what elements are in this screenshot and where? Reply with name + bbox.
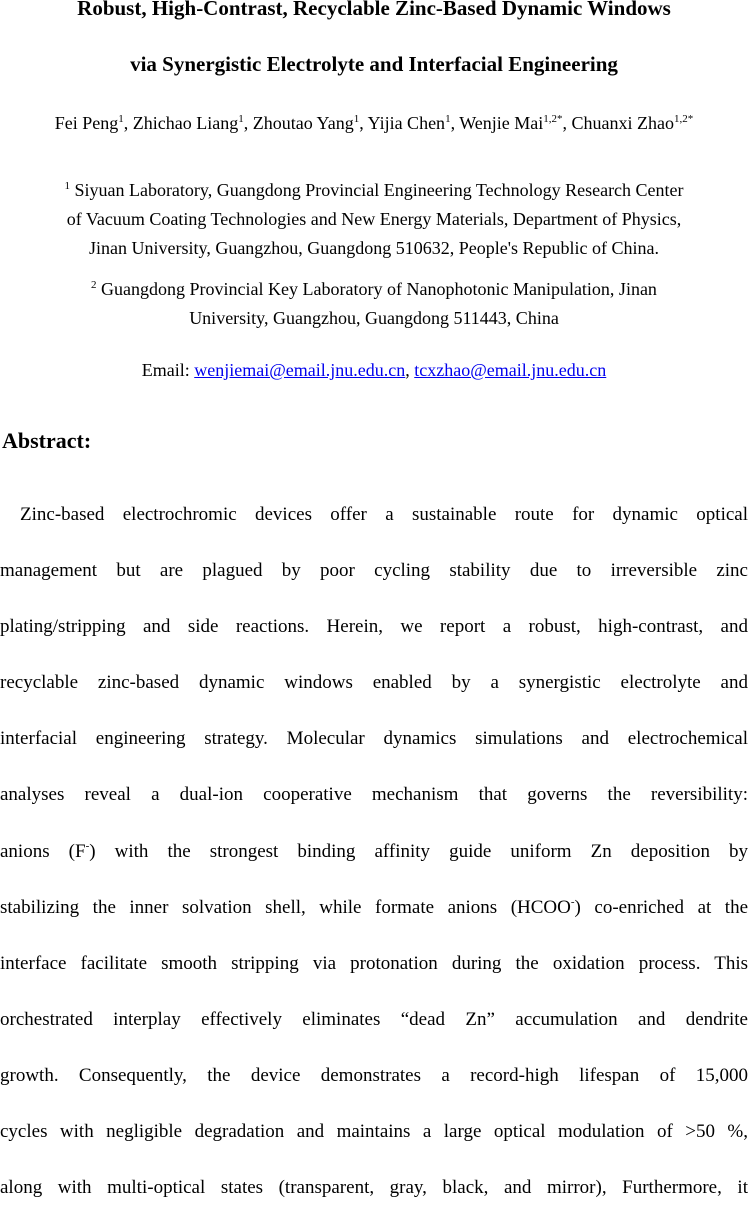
abstract-line bbox=[0, 1115, 748, 1171]
author-name: Yijia Chen bbox=[367, 113, 446, 133]
affiliation-line bbox=[0, 205, 748, 234]
author-affiliation-mark: 1 bbox=[118, 113, 124, 125]
affiliation-line bbox=[0, 234, 748, 263]
affiliation-2 bbox=[0, 275, 748, 333]
affiliation-text: Jinan University, Guangzhou, Guangdong 510632, People's Republic of China. bbox=[89, 238, 659, 258]
abstract-text: ) with the strongest binding affinity guide uniform Zn deposition by bbox=[89, 840, 748, 862]
abstract-heading: Abstract: bbox=[2, 428, 92, 453]
author-affiliation-mark: 1 bbox=[238, 113, 244, 125]
author-separator: , bbox=[562, 113, 572, 133]
email-link-tcxzhao[interactable]: tcxzhao@email.jnu.edu.cn bbox=[414, 360, 607, 380]
abstract-line bbox=[0, 835, 748, 891]
abstract-line bbox=[0, 610, 748, 666]
affiliation-mark: 2 bbox=[91, 279, 97, 291]
email-link-wenjiemai[interactable]: wenjiemai@email.jnu.edu.cn bbox=[194, 360, 406, 380]
abstract-text: recyclable zinc-based dynamic windows enabled by a synergistic electrolyte and bbox=[0, 672, 748, 694]
email-label: Email: bbox=[141, 360, 195, 380]
author-list bbox=[10, 110, 738, 137]
affiliation-mark: 1 bbox=[64, 180, 70, 192]
charge-superscript: - bbox=[570, 895, 575, 908]
author-name: Wenjie Mai bbox=[459, 113, 544, 133]
abstract-line bbox=[0, 722, 748, 778]
abstract-line bbox=[0, 1171, 748, 1227]
abstract-text: growth. Consequently, the device demonstrates a record-high lifespan of 15,000 bbox=[0, 1064, 748, 1086]
affiliation-line bbox=[0, 275, 748, 304]
paper-title-line-1: Robust, High-Contrast, Recyclable Zinc-Based Dynamic Windows bbox=[77, 0, 671, 20]
abstract-line bbox=[0, 666, 748, 722]
affiliation-text: of Vacuum Coating Technologies and New Energy Materials, Department of Physics, bbox=[66, 209, 682, 229]
author-name: Zhichao Liang bbox=[132, 113, 239, 133]
author-name: Fei Peng bbox=[54, 113, 119, 133]
paper-title-line-2: via Synergistic Electrolyte and Interfacial Engineering bbox=[130, 52, 618, 76]
author-affiliation-mark: 1 bbox=[445, 113, 451, 125]
abstract-text: ) co-enriched at the bbox=[574, 896, 748, 918]
abstract-text: anions (F bbox=[0, 840, 86, 862]
abstract-text: orchestrated interplay effectively eliminates “dead Zn” accumulation and dendrite bbox=[0, 1008, 748, 1030]
author-separator: , bbox=[123, 113, 133, 133]
abstract-body bbox=[0, 498, 748, 1227]
abstract-line bbox=[0, 891, 748, 947]
abstract-line bbox=[0, 498, 748, 554]
author-affiliation-mark: 1 bbox=[353, 113, 360, 125]
affiliation-text: University, Guangzhou, Guangdong 511443, China bbox=[189, 308, 559, 328]
author-separator: , bbox=[359, 113, 368, 133]
abstract-text: Zinc-based electrochromic devices offer a sustainable route for dynamic optical bbox=[20, 504, 748, 525]
affiliation-text: Siyuan Laboratory, Guangdong Provincial Engineering Technology Research Center bbox=[69, 180, 684, 200]
affiliation-line bbox=[0, 304, 748, 333]
abstract-line bbox=[0, 554, 748, 610]
abstract-text: plating/stripping and side reactions. Herein, we report a robust, high-contrast, and bbox=[0, 616, 748, 638]
charge-superscript: - bbox=[85, 839, 90, 852]
abstract-text: analyses reveal a dual-ion cooperative mechanism that governs the reversibility: bbox=[0, 784, 748, 806]
author-affiliation-mark: 1,2* bbox=[674, 113, 694, 125]
abstract-line bbox=[0, 947, 748, 1003]
author-affiliation-mark: 1,2* bbox=[543, 113, 563, 125]
abstract-text: stabilizing the inner solvation shell, while formate anions (HCOO bbox=[0, 896, 571, 918]
abstract-text: cycles with negligible degradation and maintains a large optical modulation of >50 %, bbox=[0, 1121, 748, 1143]
author-name: Chuanxi Zhao bbox=[571, 113, 675, 133]
abstract-line bbox=[0, 1003, 748, 1059]
affiliation-line bbox=[0, 176, 748, 205]
abstract-text: management but are plagued by poor cycling stability due to irreversible zinc bbox=[0, 560, 748, 582]
abstract-line bbox=[0, 1059, 748, 1115]
email-separator: , bbox=[405, 360, 415, 380]
abstract-text: interfacial engineering strategy. Molecular dynamics simulations and electrochemical bbox=[0, 728, 748, 750]
affiliation-1 bbox=[0, 176, 748, 263]
abstract-text: interface facilitate smooth stripping via protonation during the oxidation process. This bbox=[0, 952, 748, 974]
author-separator: , bbox=[243, 113, 253, 133]
abstract-line bbox=[0, 778, 748, 834]
affiliation-text: Guangdong Provincial Key Laboratory of Nanophotonic Manipulation, Jinan bbox=[96, 279, 657, 299]
abstract-text: along with multi-optical states (transparent, gray, black, and mirror), Furthermore, it bbox=[0, 1177, 748, 1199]
author-separator: , bbox=[450, 113, 460, 133]
author-name: Zhoutao Yang bbox=[252, 113, 354, 133]
email-line bbox=[0, 360, 748, 381]
